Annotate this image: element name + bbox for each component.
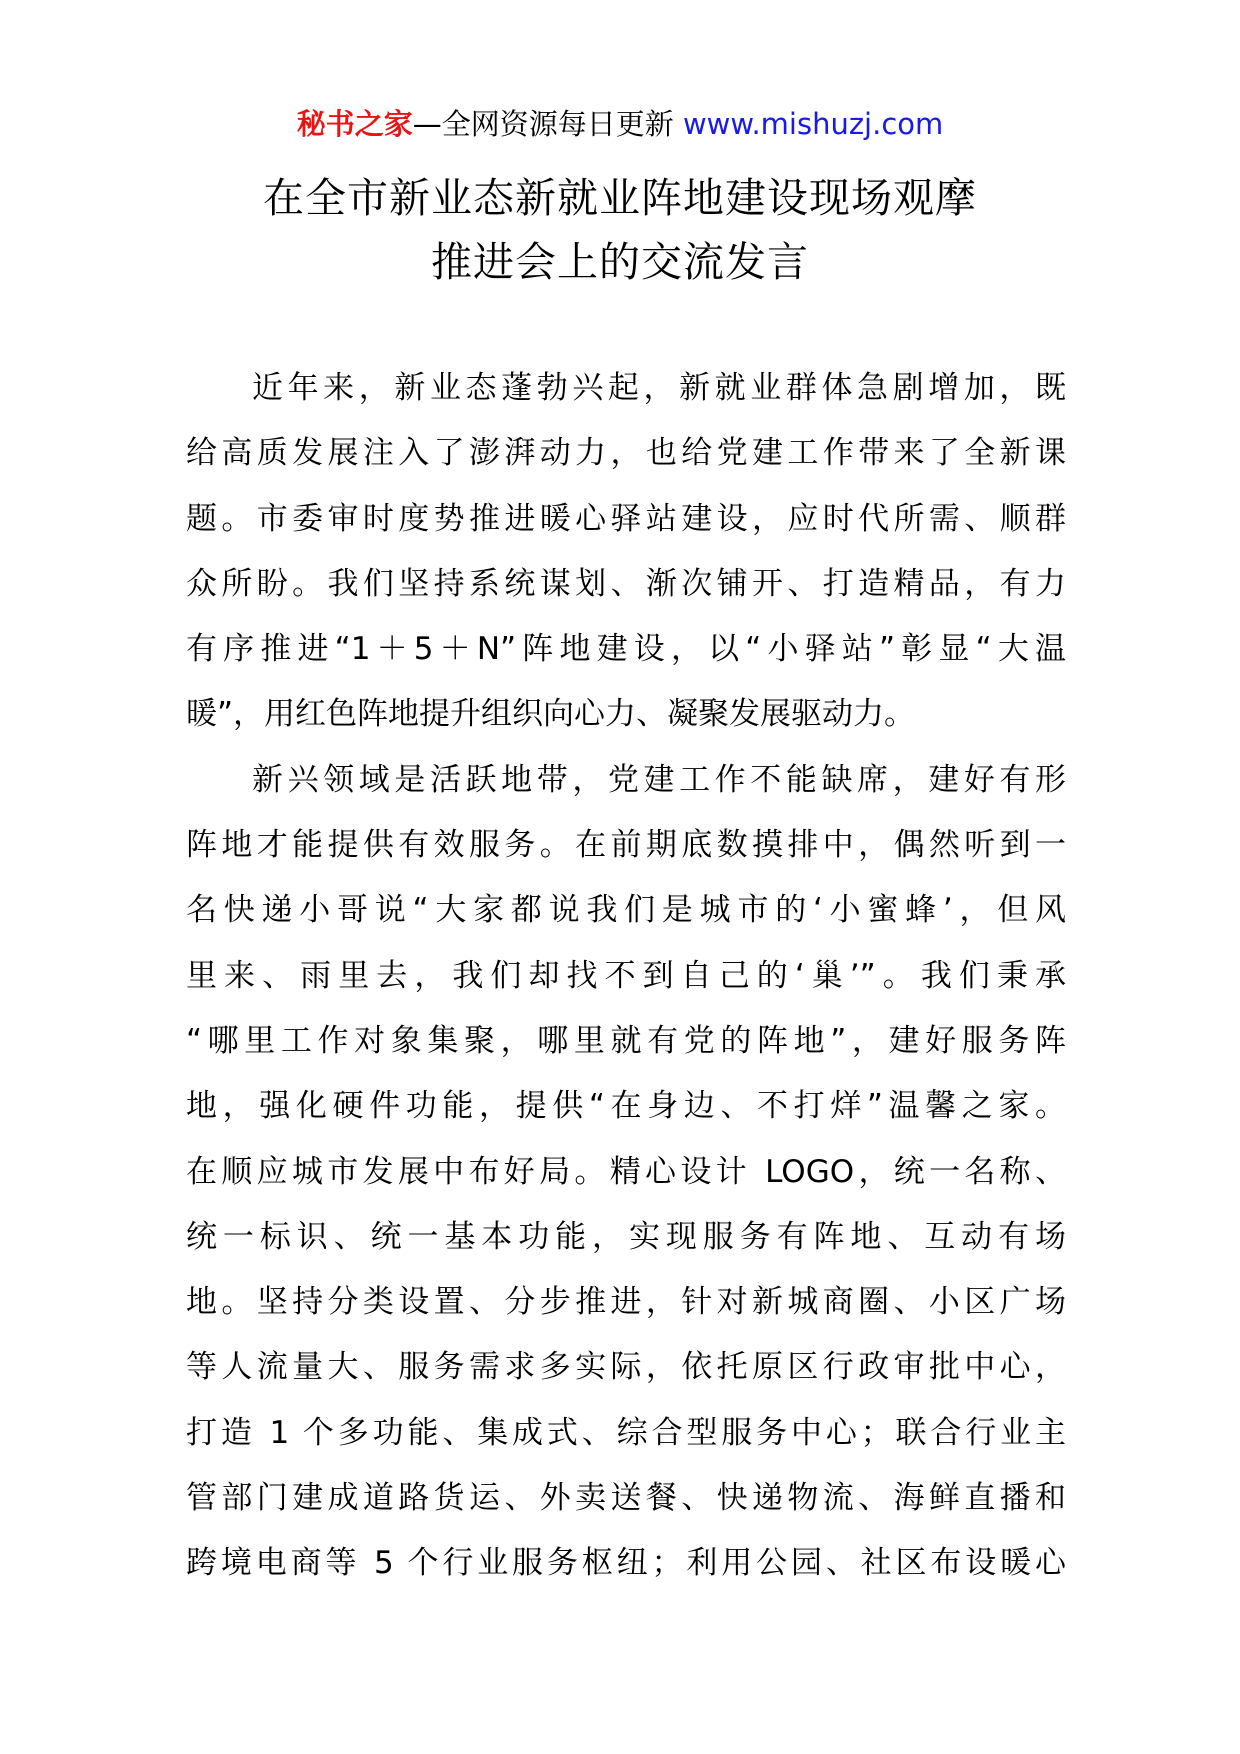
paragraph-2 — [186, 748, 1066, 1597]
paragraph-line: 题。市委审时度势推进暖心驿站建设，应时代所需、顺群 — [186, 500, 1066, 537]
paragraph-line: 地。坚持分类设置、分步推进，针对新城商圈、小区广场 — [186, 1284, 1066, 1321]
document-title — [0, 166, 1240, 294]
paragraph-line: 暖”，用红色阵地提升组织向心力、凝聚发展驱动力。 — [186, 696, 916, 733]
paragraph-line: 近年来，新业态蓬勃兴起，新就业群体急剧增加，既 — [252, 370, 1066, 406]
site-url-link[interactable]: www.mishuzj.com — [682, 107, 944, 141]
paragraph-line: 等人流量大、服务需求多实际，依托原区行政审批中心， — [186, 1349, 1066, 1386]
paragraph-1 — [186, 356, 1066, 748]
paragraph-line: 有序推进“1＋5＋N”阵地建设，以“小驿站”彰显“大温 — [186, 631, 1066, 668]
paragraph-line: 打造 1 个多功能、集成式、综合型服务中心；联合行业主 — [186, 1414, 1066, 1451]
document-body — [186, 356, 1066, 1597]
paragraph-line: 名快递小哥说“大家都说我们是城市的‘小蜜蜂’，但风 — [186, 892, 1066, 929]
paragraph-line: 众所盼。我们坚持系统谋划、渐次铺开、打造精品，有力 — [186, 565, 1066, 602]
paragraph-line: 管部门建成道路货运、外卖送餐、快递物流、海鲜直播和 — [186, 1480, 1066, 1517]
brand-name: 秘书之家 — [296, 107, 413, 141]
paragraph-line: 在顺应城市发展中布好局。精心设计 LOGO，统一名称、 — [186, 1153, 1066, 1190]
paragraph-line: 里来、雨里去，我们却找不到自己的‘巢’”。我们秉承 — [186, 957, 1066, 994]
site-header — [0, 104, 1240, 144]
header-tagline: —全网资源每日更新 — [412, 107, 683, 141]
paragraph-line: 统一标识、统一基本功能，实现服务有阵地、互动有场 — [186, 1218, 1066, 1255]
title-line-2: 推进会上的交流发言 — [431, 238, 809, 286]
paragraph-line: “哪里工作对象集聚，哪里就有党的阵地”，建好服务阵 — [186, 1022, 1066, 1059]
title-line-1: 在全市新业态新就业阵地建设现场观摩 — [263, 174, 977, 222]
paragraph-line: 地，强化硬件功能，提供“在身边、不打烊”温馨之家。 — [186, 1088, 1066, 1125]
paragraph-line: 给高质发展注入了澎湃动力，也给党建工作带来了全新课 — [186, 435, 1066, 472]
paragraph-line: 阵地才能提供有效服务。在前期底数摸排中，偶然听到一 — [186, 827, 1066, 864]
paragraph-line: 跨境电商等 5 个行业服务枢纽；利用公园、社区布设暖心 — [186, 1545, 1066, 1582]
paragraph-line: 新兴领域是活跃地带，党建工作不能缺席，建好有形 — [252, 761, 1066, 798]
